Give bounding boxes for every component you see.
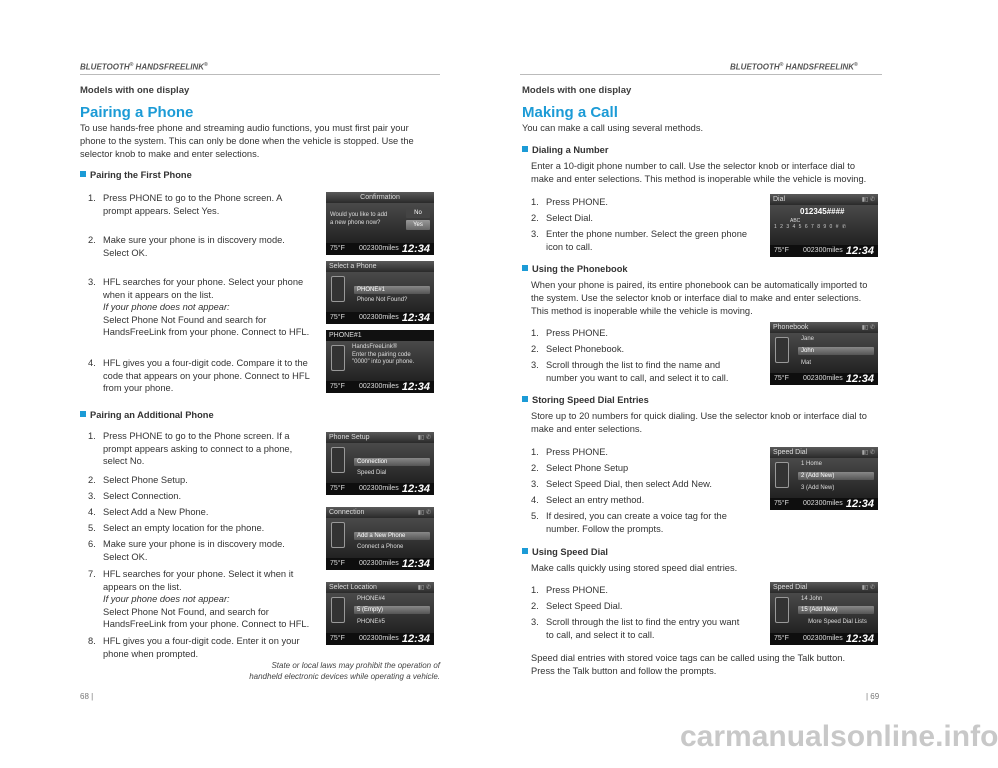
phone-icon [331, 345, 345, 371]
screen-connection: Connection ▮▯ ✆ Add a New Phone Connect a Phone 75°F 002300miles 12:34 [326, 507, 434, 570]
dialed-number: 012345#### [800, 207, 845, 216]
step: 5. If desired, you can create a voice tag for the number. Follow the prompts. [531, 511, 727, 534]
step: 3. Select Connection. [88, 491, 182, 501]
signal-icon: ▮▯ ✆ [861, 585, 875, 591]
step: 1. Press PHONE. [531, 447, 608, 457]
screen-confirmation: Confirmation Would you like to add a new phone now? No Yes 75°F 002300miles 12:34 [326, 192, 434, 255]
left-intro: To use hands-free phone and streaming audio functions, you must first pair your phone to the system. This can only be done when the vehicle is stopped. Use the selector knob to make and enter selections. [80, 123, 414, 159]
step: 3. Scroll through the list to find the entry you want to call, and select it to call. [531, 617, 740, 640]
step: 2. Select Dial. [531, 213, 594, 223]
phone-icon [775, 462, 789, 488]
left-page-number: 68 | [80, 692, 94, 701]
screen-title: PHONE#1 [326, 330, 434, 341]
section-bullet-icon [80, 411, 86, 417]
screen-pairing-code: PHONE#1 HandsFreeLink® Enter the pairing code "0000" into your phone. 75°F 002300miles 12:34 [326, 330, 434, 393]
step: 3. Enter the phone number. Select the green phone icon to call. [531, 229, 748, 252]
step: 3. Scroll through the list to find the name and number you want to call, and select it to call. [531, 360, 729, 383]
section-desc: Store up to 20 numbers for quick dialing. Use the selector knob or interface dial to make and enter selections. [531, 411, 867, 434]
screen-select-location: Select Location ▮▯ ✆ PHONE#4 5 (Empty) PHONE#5 75°F 002300miles 12:34 [326, 582, 434, 645]
step: 4. Select Add a New Phone. [88, 507, 209, 517]
keypad-abc-label: ABC [790, 218, 801, 224]
sec-speed-dial-use-heading: Using Speed Dial [522, 547, 608, 557]
list-item[interactable]: Jane [801, 336, 815, 342]
step: 3. Select Speed Dial, then select Add New. [531, 479, 712, 489]
list-item[interactable]: John [798, 347, 874, 355]
list-item[interactable]: Connect a Phone [357, 544, 404, 550]
list-item[interactable]: 2 (Add New) [798, 472, 874, 480]
section-bullet-icon [80, 171, 86, 177]
no-button[interactable]: No [406, 208, 430, 218]
list-item[interactable]: Connection [354, 458, 430, 466]
signal-icon: ▮▯ ✆ [861, 450, 875, 456]
phone-icon [775, 337, 789, 363]
signal-icon: ▮▯ ✆ [417, 510, 431, 516]
step: 1. Press PHONE. [531, 197, 608, 207]
list-item[interactable]: 14 John [801, 596, 823, 602]
left-models-label: Models with one display [80, 85, 190, 96]
step: 6. Make sure your phone is in discovery mode. Select OK. [88, 539, 285, 562]
sec-speed-dial-store-heading: Storing Speed Dial Entries [522, 395, 649, 405]
step: 2. Select Speed Dial. [531, 601, 623, 611]
right-header-rule [520, 74, 882, 75]
right-intro: You can make a call using several methods. [522, 123, 704, 133]
step: 1. Press PHONE. [531, 585, 608, 595]
step: 7. HFL searches for your phone. Select it when it appears on the list. If your phone does not appear: Select Phone Not Found, and search for HandsFreeLink from your phone. Connect to HFL. [88, 569, 310, 629]
screen-speed-dial-use: Speed Dial ▮▯ ✆ 14 John 15 (Add New) More Speed Dial Lists 75°F 002300miles 12:34 [770, 582, 878, 645]
list-item[interactable]: 3 (Add New) [801, 485, 835, 491]
yes-button[interactable]: Yes [406, 220, 430, 230]
step: 1. Press PHONE. [531, 328, 608, 338]
step: 8. HFL gives you a four-digit code. Enter it on your phone when prompted. [88, 636, 300, 659]
step: 4. Select an entry method. [531, 495, 645, 505]
screen-dial: Dial ▮▯ ✆ 012345#### ABC 1 2 3 4 5 6 7 8 9 0 # ✆ 75°F 002300miles 12:34 [770, 194, 878, 257]
right-running-header: BLUETOOTH® HANDSFREELINK® [730, 62, 858, 72]
step: 1. Press PHONE to go to the Phone screen. A prompt appears. Select Yes. [88, 193, 283, 216]
section-bullet-icon [522, 548, 528, 554]
list-item[interactable]: Speed Dial [357, 470, 387, 476]
list-item[interactable]: Add a New Phone [354, 532, 430, 540]
sec-dialing-heading: Dialing a Number [522, 145, 608, 155]
list-item[interactable]: PHONE#5 [357, 619, 386, 625]
left-page-title: Pairing a Phone [80, 104, 194, 121]
right-page-title: Making a Call [522, 104, 618, 121]
screen-title: Speed Dial ▮▯ ✆ [770, 447, 878, 458]
phone-icon [775, 597, 789, 623]
screen-title: Phonebook ▮▯ ✆ [770, 322, 878, 333]
screen-speed-dial-store: Speed Dial ▮▯ ✆ 1 Home 2 (Add New) 3 (Add New) 75°F 002300miles 12:34 [770, 447, 878, 510]
dial-keypad[interactable]: 1 2 3 4 5 6 7 8 9 0 # ✆ [774, 224, 848, 230]
section-bullet-icon [522, 146, 528, 152]
step: 3. HFL searches for your phone. Select your phone when it appears on the list. If your phone does not appear: Select Phone Not Found and search for HandsFreeLink from your phone. Connect to HFL. [88, 277, 310, 337]
watermark: carmanualsonline.info [680, 720, 998, 753]
list-item[interactable]: PHONE#4 [357, 596, 386, 602]
signal-icon: ▮▯ ✆ [417, 585, 431, 591]
list-item[interactable]: Phone Not Found? [357, 297, 408, 303]
list-item[interactable]: 15 (Add New) [798, 606, 874, 614]
screen-title: Select Location ▮▯ ✆ [326, 582, 434, 593]
screen-title: Dial ▮▯ ✆ [770, 194, 878, 205]
screen-title: Speed Dial ▮▯ ✆ [770, 582, 878, 593]
sec-pairing-additional-heading: Pairing an Additional Phone [80, 410, 214, 420]
phone-icon [331, 522, 345, 548]
step: 1. Press PHONE to go to the Phone screen. If a prompt appears asking to connect to a phone, select No. [88, 431, 293, 466]
list-item[interactable]: More Speed Dial Lists [808, 619, 867, 625]
screen-title: Select a Phone [326, 261, 434, 272]
phone-icon [331, 597, 345, 623]
step: 2. Select Phone Setup [531, 463, 629, 473]
step: 2. Make sure your phone is in discovery mode. Select OK. [88, 235, 285, 258]
closing-note: Speed dial entries with stored voice tags can be called using the Talk button. Press the Talk button and follow the prompts. [531, 653, 846, 676]
right-page-number: | 69 [866, 692, 880, 701]
section-desc: When your phone is paired, its entire phonebook can be automatically imported to the system. Use the selector knob or interface dial to make and enter selections. This method is inoperable while the vehicle is moving. [531, 280, 868, 316]
step: 5. Select an empty location for the phone. [88, 523, 265, 533]
screen-title: Confirmation [326, 192, 434, 203]
step: 4. HFL gives you a four-digit code. Compare it to the code that appears on your phone. Connect to HFL from your phone. [88, 358, 310, 393]
signal-icon: ▮▯ ✆ [861, 325, 875, 331]
left-header-rule [80, 74, 440, 75]
screen-phonebook: Phonebook ▮▯ ✆ Jane John Mat 75°F 002300miles 12:34 [770, 322, 878, 385]
list-item[interactable]: Mat [801, 360, 812, 366]
list-item[interactable]: PHONE#1 [354, 286, 430, 294]
signal-icon: ▮▯ ✆ [417, 435, 431, 441]
section-bullet-icon [522, 265, 528, 271]
sec-pairing-first-heading: Pairing the First Phone [80, 170, 192, 180]
screen-title: Connection ▮▯ ✆ [326, 507, 434, 518]
left-running-header: BLUETOOTH® HANDSFREELINK® [80, 62, 208, 72]
section-desc: Enter a 10-digit phone number to call. Use the selector knob or interface dial to make and enter selections. This method is inoperable while the vehicle is moving. [531, 161, 867, 184]
phone-icon [331, 447, 345, 473]
list-item[interactable]: 1 Home [801, 461, 823, 467]
step: 2. Select Phonebook. [531, 344, 625, 354]
screen-select-phone: Select a Phone PHONE#1 Phone Not Found? 75°F 002300miles 12:34 [326, 261, 434, 324]
legal-disclaimer: State or local laws may prohibit the operation of handheld electronic devices while operating a vehicle. [249, 661, 440, 681]
step: 2. Select Phone Setup. [88, 475, 188, 485]
screen-title: Phone Setup ▮▯ ✆ [326, 432, 434, 443]
section-bullet-icon [522, 396, 528, 402]
right-models-label: Models with one display [522, 85, 632, 96]
screen-phone-setup: Phone Setup ▮▯ ✆ Connection Speed Dial 75°F 002300miles 12:34 [326, 432, 434, 495]
phone-icon [331, 276, 345, 302]
sec-phonebook-heading: Using the Phonebook [522, 264, 628, 274]
list-item[interactable]: 5 (Empty) [354, 606, 430, 614]
signal-icon: ▮▯ ✆ [861, 197, 875, 203]
section-desc: Make calls quickly using stored speed dial entries. [531, 563, 738, 573]
